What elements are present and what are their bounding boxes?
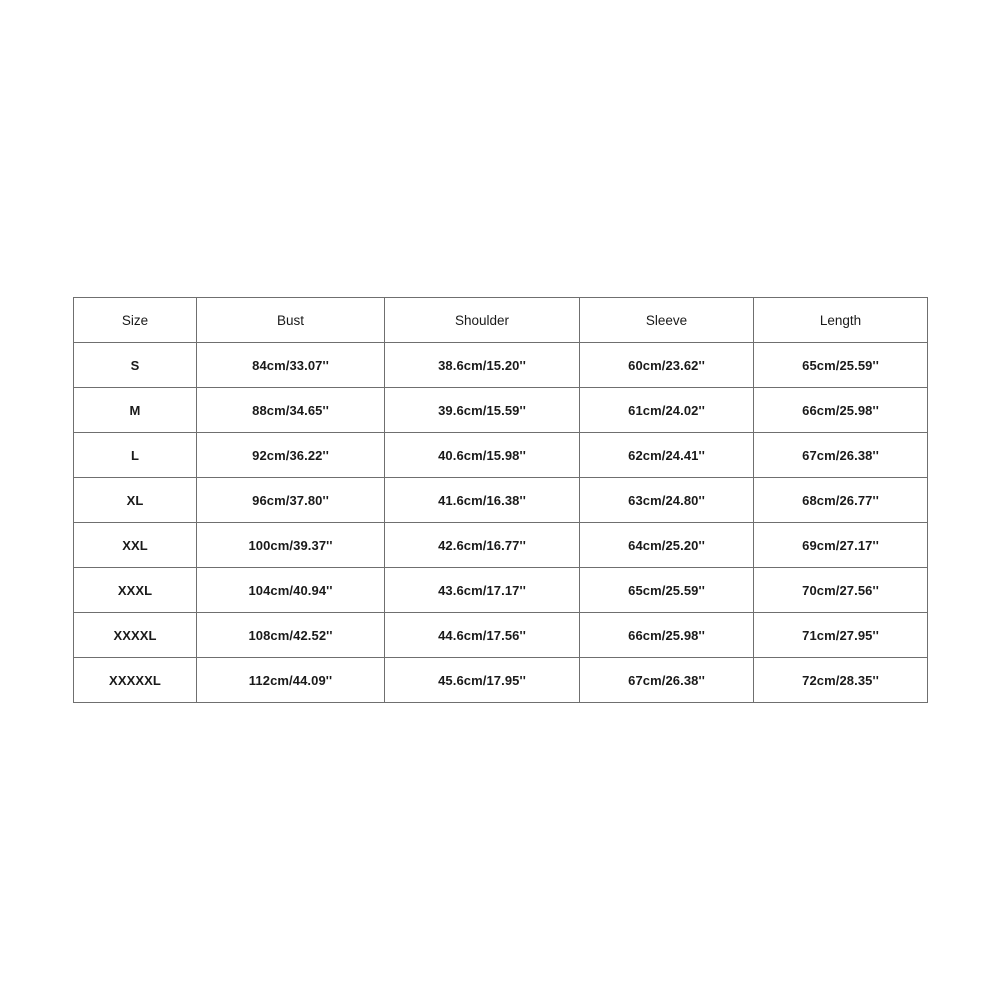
size-chart-table — [73, 297, 928, 703]
cell-size: XXXXL — [74, 613, 197, 658]
table-row — [74, 388, 928, 433]
header-size: Size — [74, 298, 197, 343]
cell-bust: 88cm/34.65'' — [197, 388, 385, 433]
table-row — [74, 658, 928, 703]
table-row — [74, 568, 928, 613]
cell-bust: 92cm/36.22'' — [197, 433, 385, 478]
cell-length: 67cm/26.38'' — [754, 433, 928, 478]
cell-size: XXL — [74, 523, 197, 568]
cell-length: 66cm/25.98'' — [754, 388, 928, 433]
cell-length: 65cm/25.59'' — [754, 343, 928, 388]
cell-shoulder: 44.6cm/17.56'' — [385, 613, 580, 658]
header-shoulder: Shoulder — [385, 298, 580, 343]
cell-bust: 96cm/37.80'' — [197, 478, 385, 523]
table-body — [74, 343, 928, 703]
cell-shoulder: 41.6cm/16.38'' — [385, 478, 580, 523]
cell-length: 68cm/26.77'' — [754, 478, 928, 523]
header-row — [74, 298, 928, 343]
table-row — [74, 433, 928, 478]
cell-sleeve: 67cm/26.38'' — [580, 658, 754, 703]
cell-bust: 84cm/33.07'' — [197, 343, 385, 388]
header-sleeve: Sleeve — [580, 298, 754, 343]
cell-sleeve: 65cm/25.59'' — [580, 568, 754, 613]
cell-shoulder: 39.6cm/15.59'' — [385, 388, 580, 433]
cell-shoulder: 42.6cm/16.77'' — [385, 523, 580, 568]
cell-size: XXXL — [74, 568, 197, 613]
cell-length: 69cm/27.17'' — [754, 523, 928, 568]
cell-length: 71cm/27.95'' — [754, 613, 928, 658]
cell-bust: 104cm/40.94'' — [197, 568, 385, 613]
cell-bust: 112cm/44.09'' — [197, 658, 385, 703]
cell-size: M — [74, 388, 197, 433]
table-row — [74, 613, 928, 658]
cell-sleeve: 60cm/23.62'' — [580, 343, 754, 388]
cell-shoulder: 43.6cm/17.17'' — [385, 568, 580, 613]
table-row — [74, 523, 928, 568]
header-length: Length — [754, 298, 928, 343]
table-header — [74, 298, 928, 343]
cell-shoulder: 40.6cm/15.98'' — [385, 433, 580, 478]
cell-length: 72cm/28.35'' — [754, 658, 928, 703]
cell-sleeve: 62cm/24.41'' — [580, 433, 754, 478]
cell-bust: 100cm/39.37'' — [197, 523, 385, 568]
header-bust: Bust — [197, 298, 385, 343]
cell-size: XL — [74, 478, 197, 523]
cell-sleeve: 61cm/24.02'' — [580, 388, 754, 433]
table-row — [74, 343, 928, 388]
cell-shoulder: 38.6cm/15.20'' — [385, 343, 580, 388]
cell-sleeve: 66cm/25.98'' — [580, 613, 754, 658]
cell-shoulder: 45.6cm/17.95'' — [385, 658, 580, 703]
cell-size: XXXXXL — [74, 658, 197, 703]
cell-sleeve: 63cm/24.80'' — [580, 478, 754, 523]
cell-sleeve: 64cm/25.20'' — [580, 523, 754, 568]
cell-length: 70cm/27.56'' — [754, 568, 928, 613]
cell-size: S — [74, 343, 197, 388]
cell-size: L — [74, 433, 197, 478]
cell-bust: 108cm/42.52'' — [197, 613, 385, 658]
table-row — [74, 478, 928, 523]
